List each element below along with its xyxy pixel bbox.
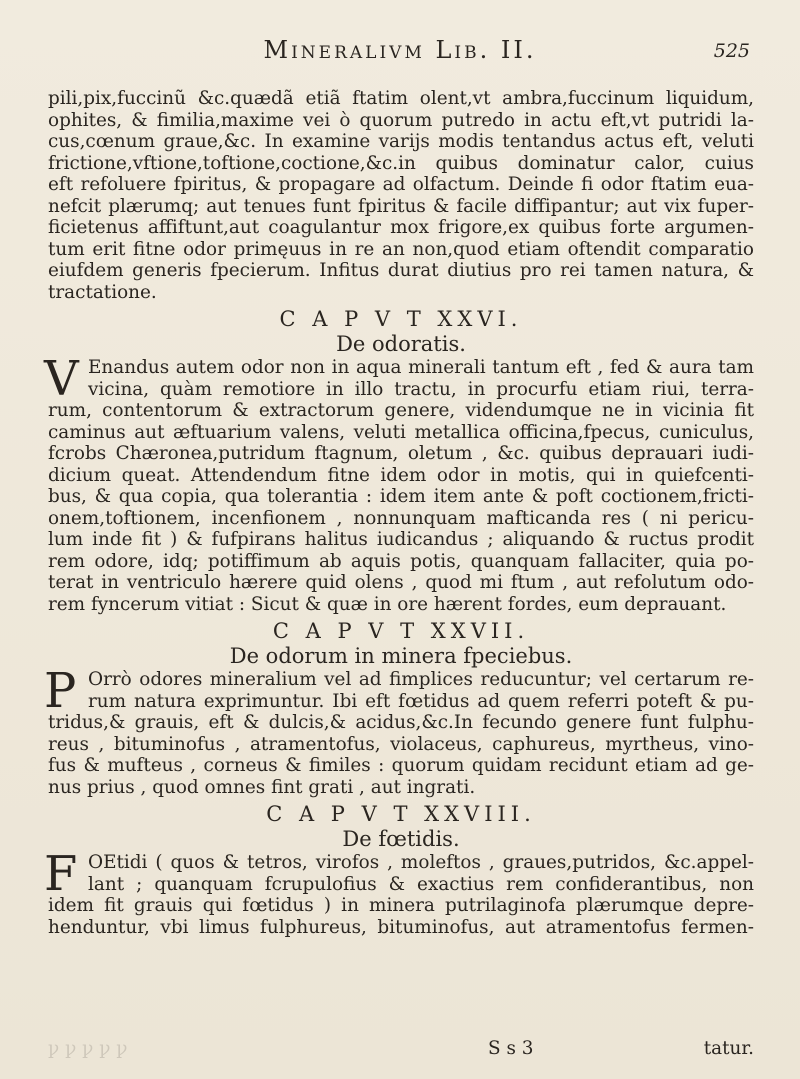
chapter-28-title: De fœtidis.	[342, 827, 460, 851]
text-line: nefcit plærumq; aut tenues funt fpiritus & facile diffipantur; aut vix fuper-	[48, 195, 754, 217]
text-line: bus, & qua copia, qua tolerantia : idem item ante & poft coctionem,fricti-	[48, 486, 754, 507]
running-head	[0, 36, 800, 76]
page-number: 525	[713, 40, 750, 62]
text-line: tractatione.	[48, 281, 157, 303]
text-line: fcrobs Chæronea,putridum ftagnum, oletum , &c. quibus deprauari iudi-	[48, 443, 754, 464]
text-line: reus , bituminofus , atramentofus, violaceus, caphureus, myrtheus, vino-	[48, 733, 754, 755]
text-line: onem,toftionem, incenfionem , nonnunquam mafticanda res ( ni pericu-	[48, 507, 754, 529]
text-line: rem odore, idq; potiffimum ab aquis potis, quanquam fallaciter, quia po-	[48, 550, 754, 572]
text-line: pili,pix,fuccinũ &c.quædã etiã ftatim olent,vt ambra,fuccinum liquidum,	[48, 88, 754, 109]
chapter-27-heading: C A P V T XXVII.	[272, 619, 530, 643]
drop-cap: P	[44, 663, 77, 719]
chapter-28-heading: C A P V T XXVIII.	[266, 802, 536, 826]
running-title: Mineralivm Lib. II.	[263, 36, 537, 64]
text-line: henduntur, vbi limus fulphureus, bituminofus, aut atramentofus fermen-	[48, 916, 754, 938]
drop-cap: V	[44, 351, 79, 407]
chapter-26-heading: C A P V T XXVI.	[279, 307, 523, 331]
text-line: nus prius , quod omnes fint grati , aut ingrati.	[48, 776, 476, 798]
text-line: eft refoluere fpiritus, & propagare ad olfactum. Deinde fi odor ftatim eua-	[48, 174, 754, 195]
footer-line	[48, 1038, 754, 1060]
text-line: eiufdem generis fpecierum. Infitus durat diutius pro rei tamen natura, &	[48, 260, 754, 281]
text-line: idem fit grauis qui fœtidus ) in minera putrilaginofa plærumque depre-	[48, 895, 754, 916]
text-line: lum inde fit ) & fufpirans halitus iudicandus ; aliquando & ructus prodit	[48, 529, 754, 550]
text-line: dicium queat. Attendendum fitne idem odor in motis, qui in quiefcenti-	[48, 464, 754, 486]
chapter-26-title: De odoratis.	[336, 332, 466, 356]
intro-paragraph	[48, 88, 754, 303]
chapter-27-paragraph	[44, 663, 754, 798]
text-line: rum, contentorum & extractorum genere, videndumque ne in vicinia fit	[48, 400, 754, 421]
body-text	[44, 88, 754, 938]
bleed-through-text: ꝩ ꝩ ꝩ ꝩ ꝩ	[48, 1038, 128, 1059]
chapter-26-paragraph	[44, 351, 754, 615]
text-line: ficietenus affiftunt,aut coagulantur mox frigore,ex quibus forte argumen-	[48, 217, 754, 238]
catchword: tatur.	[703, 1038, 754, 1059]
signature-mark: S s 3	[488, 1038, 534, 1059]
text-line: rum natura exprimuntur. Ibi eft fœtidus ad quem referri poteft & pu-	[88, 690, 754, 712]
text-line: frictione,vftione,toftione,coctione,&c.in quibus dominatur calor, cuius	[48, 152, 754, 174]
text-line: fus & mufteus , corneus & fimiles : quorum quidam recidunt etiam ad ge-	[48, 755, 754, 776]
text-line: cus,cœnum graue,&c. In examine varijs modis tentandus actus eft, veluti	[48, 131, 754, 152]
text-line: tridus,& grauis, eft & dulcis,& acidus,&c.In fecundo genere funt fulphu-	[48, 712, 754, 733]
drop-cap: F	[44, 846, 78, 902]
text-line: terat in ventriculo hærere quid olens , quod mi ftum , aut refolutum odo-	[48, 572, 754, 593]
text-line: tum erit fitne odor primęuus in re an non,quod etiam oftendit comparatio	[48, 238, 754, 260]
text-line: caminus aut æftuarium valens, veluti metallica officina,fpecus, cuniculus,	[48, 421, 754, 443]
text-line: vicina, quàm remotiore in illo tractu, in procurfu etiam riui, terra-	[88, 378, 754, 400]
chapter-27-title: De odorum in minera fpeciebus.	[229, 644, 573, 668]
text-line: rem fyncerum vitiat : Sicut & quæ in ore hærent fordes, eum deprauant.	[48, 593, 727, 615]
text-line: Orrò odores mineralium vel ad fimplices reducuntur; vel certarum re-	[88, 669, 754, 690]
text-line: OEtidi ( quos & tetros, virofos , moleftos , graues,putridos, &c.appel-	[88, 852, 754, 873]
chapter-28-paragraph	[44, 846, 754, 938]
text-line: Enandus autem odor non in aqua minerali tantum eft , fed & aura tam	[88, 357, 754, 378]
text-line: lant ; quanquam fcrupulofius & exactius rem confiderantibus, non	[88, 873, 754, 895]
text-line: ophites, & fimilia,maxime vei ò quorum putredo in actu eft,vt putridi la-	[48, 109, 754, 131]
